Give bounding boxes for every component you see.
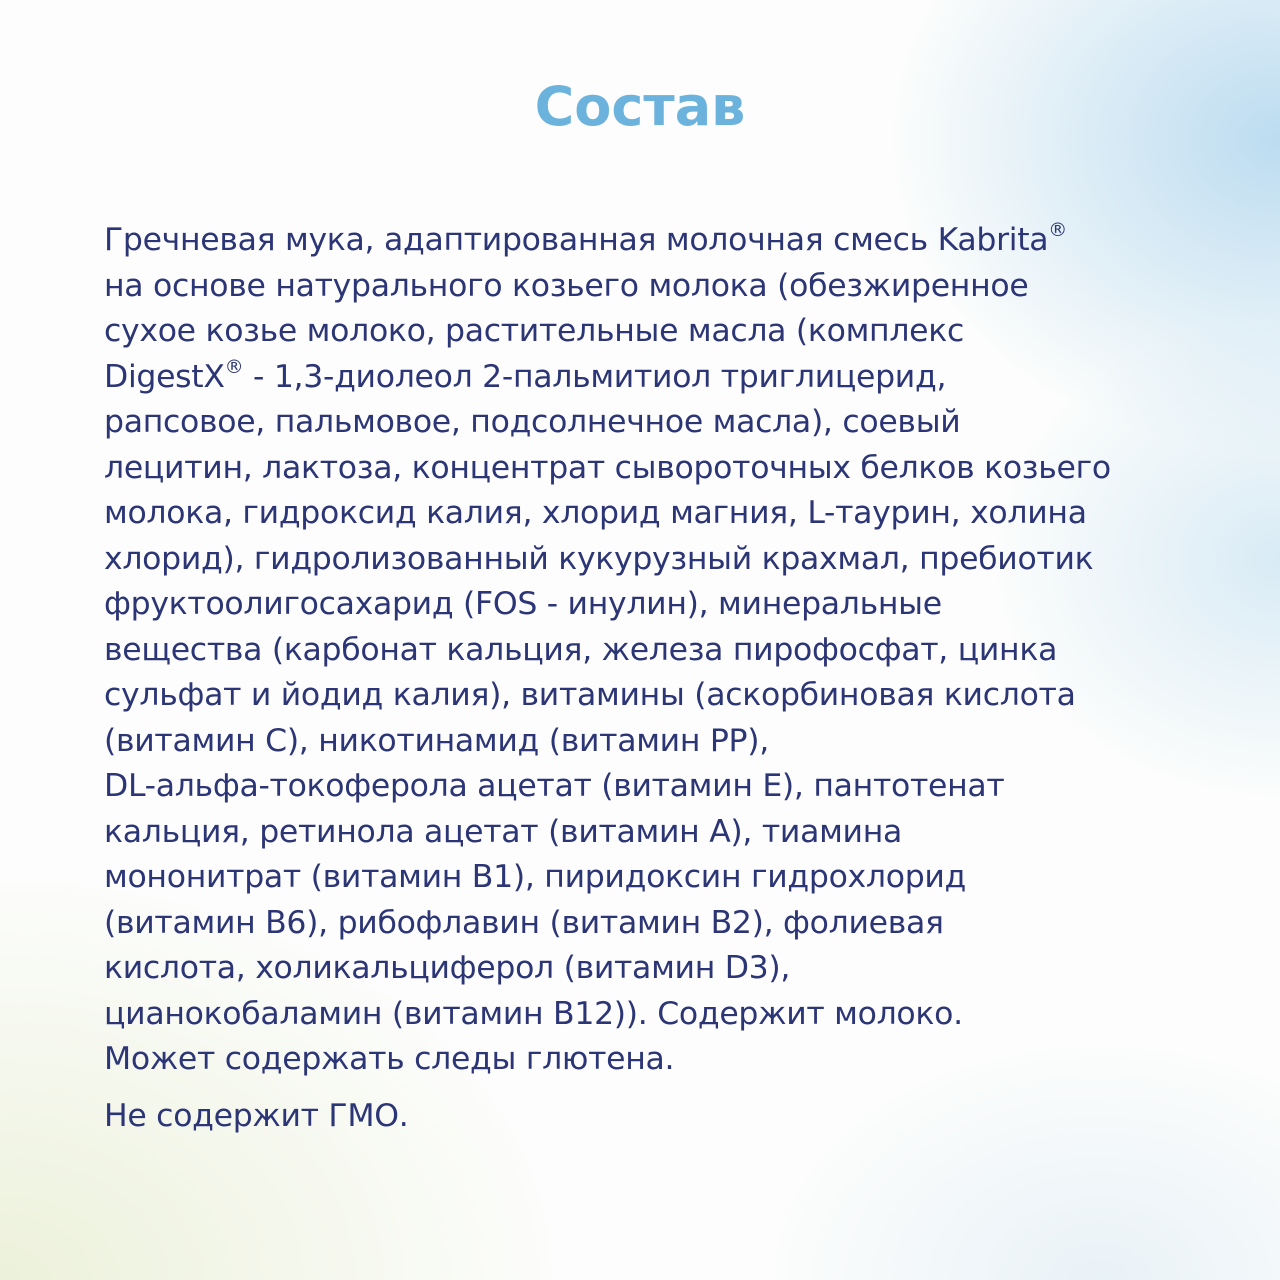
composition-line: рапсовое, пальмовое, подсолнечное масла), соевый <box>104 404 961 440</box>
composition-line: молока, гидроксид калия, хлорид магния, L-таурин, холина <box>104 495 1087 531</box>
composition-line: на основе натурального козьего молока (обезжиренное <box>104 267 1029 304</box>
composition-line: мононитрат (витамин В1), пиридоксин гидрохлорид <box>104 859 967 895</box>
composition-line: лецитин, лактоза, концентрат сывороточных белков козьего <box>104 449 1111 486</box>
composition-text-part: Гречневая мука, адаптированная молочная смесь Kabrita <box>104 222 1049 258</box>
page-title: Состав <box>534 75 746 138</box>
composition-line <box>104 218 1224 264</box>
composition-line: фруктоолигосахарид (FOS - инулин), минеральные <box>104 586 942 622</box>
composition-line: Может содержать следы глютена. <box>104 1041 675 1077</box>
composition-line: вещества (карбонат кальция, железа пирофосфат, цинка <box>104 631 1058 668</box>
composition-line: хлорид), гидролизованный кукурузный крахмал, пребиотик <box>104 540 1094 577</box>
composition-line: сульфат и йодид калия), витамины (аскорбиновая кислота <box>104 677 1076 713</box>
registered-mark: ® <box>1048 219 1067 241</box>
composition-text <box>104 218 1224 1083</box>
composition-line: кальция, ретинола ацетат (витамин А), тиамина <box>104 813 903 850</box>
composition-line <box>104 355 1224 401</box>
composition-line: (витамин С), никотинамид (витамин РР), <box>104 722 769 759</box>
composition-text-part: - 1,3-диолеол 2-пальмитиол триглицерид, <box>243 358 947 395</box>
composition-line: (витамин В6), рибофлавин (витамин В2), фолиевая <box>104 904 944 941</box>
registered-mark: ® <box>224 355 244 378</box>
composition-line: сухое козье молоко, растительные масла (комплекс <box>104 313 965 349</box>
composition-text-part: DigestX <box>104 358 225 395</box>
composition-line: DL-альфа-токоферола ацетат (витамин Е), пантотенат <box>104 768 1005 804</box>
gmo-free-note: Не содержит ГМО. <box>104 1098 409 1134</box>
composition-line: кислота, холикальциферол (витамин D3), <box>104 950 791 986</box>
composition-line: цианокобаламин (витамин В12)). Содержит молоко. <box>104 995 963 1032</box>
